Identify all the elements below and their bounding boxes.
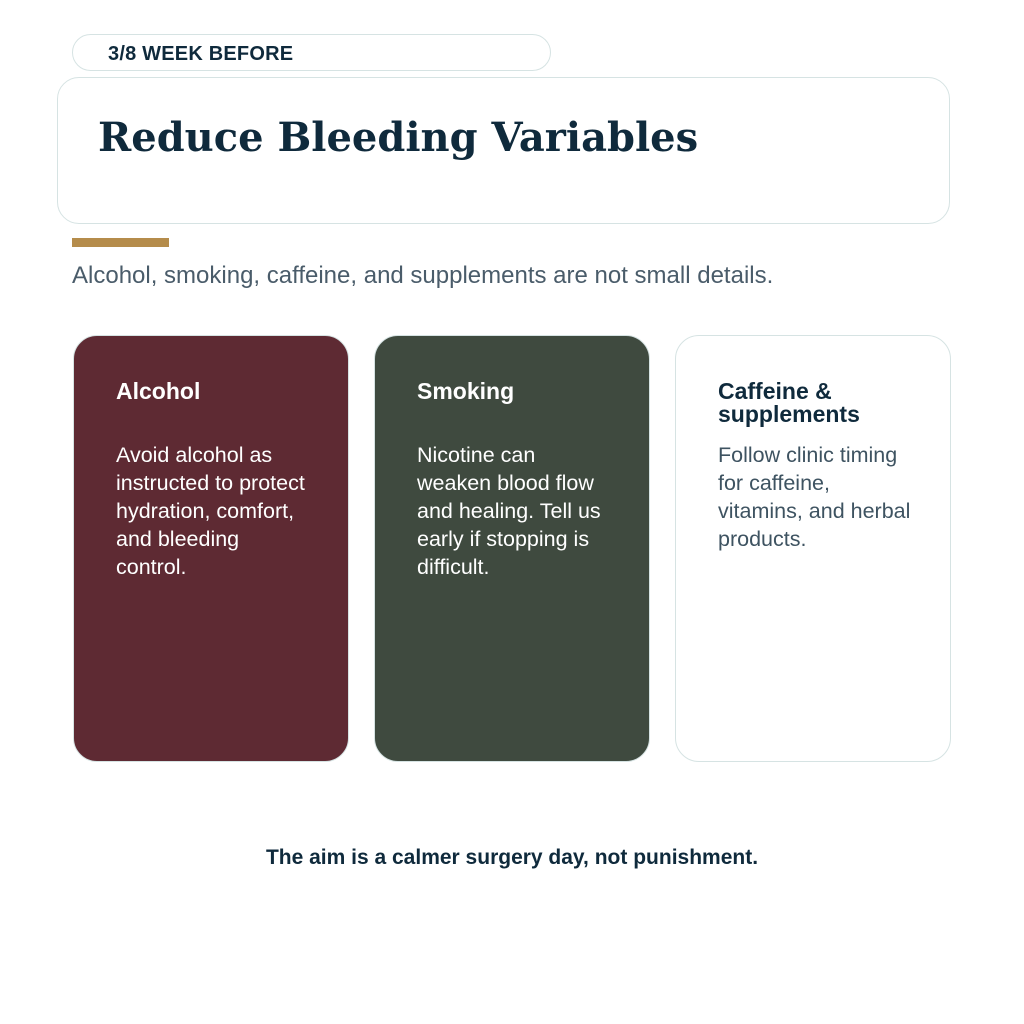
page-title: Reduce Bleeding Variables [98,114,699,161]
card-title-caffeine-supplements: Caffeine & supplements [718,378,860,427]
footer-note: The aim is a calmer surgery day, not punishment. [265,846,759,869]
card-smoking [374,335,650,762]
card-alcohol [73,335,349,762]
page-subtitle: Alcohol, smoking, caffeine, and supplements are not small details. [72,262,774,289]
card-body-caffeine-supplements: Follow clinic timing for caffeine, vitamins, and herbal products. [718,443,911,551]
step-label: 3/8 WEEK BEFORE [108,43,294,65]
title-card [57,77,950,224]
accent-divider [72,238,169,247]
card-caffeine-supplements [675,335,951,762]
card-title-alcohol: Alcohol [116,378,201,404]
card-body-smoking: Nicotine can weaken blood flow and healing. Tell us early if stopping is difficult. [417,443,601,579]
card-title-smoking: Smoking [417,378,515,404]
step-badge [72,34,551,71]
card-body-alcohol: Avoid alcohol as instructed to protect hydration, comfort, and bleeding control. [116,443,305,579]
